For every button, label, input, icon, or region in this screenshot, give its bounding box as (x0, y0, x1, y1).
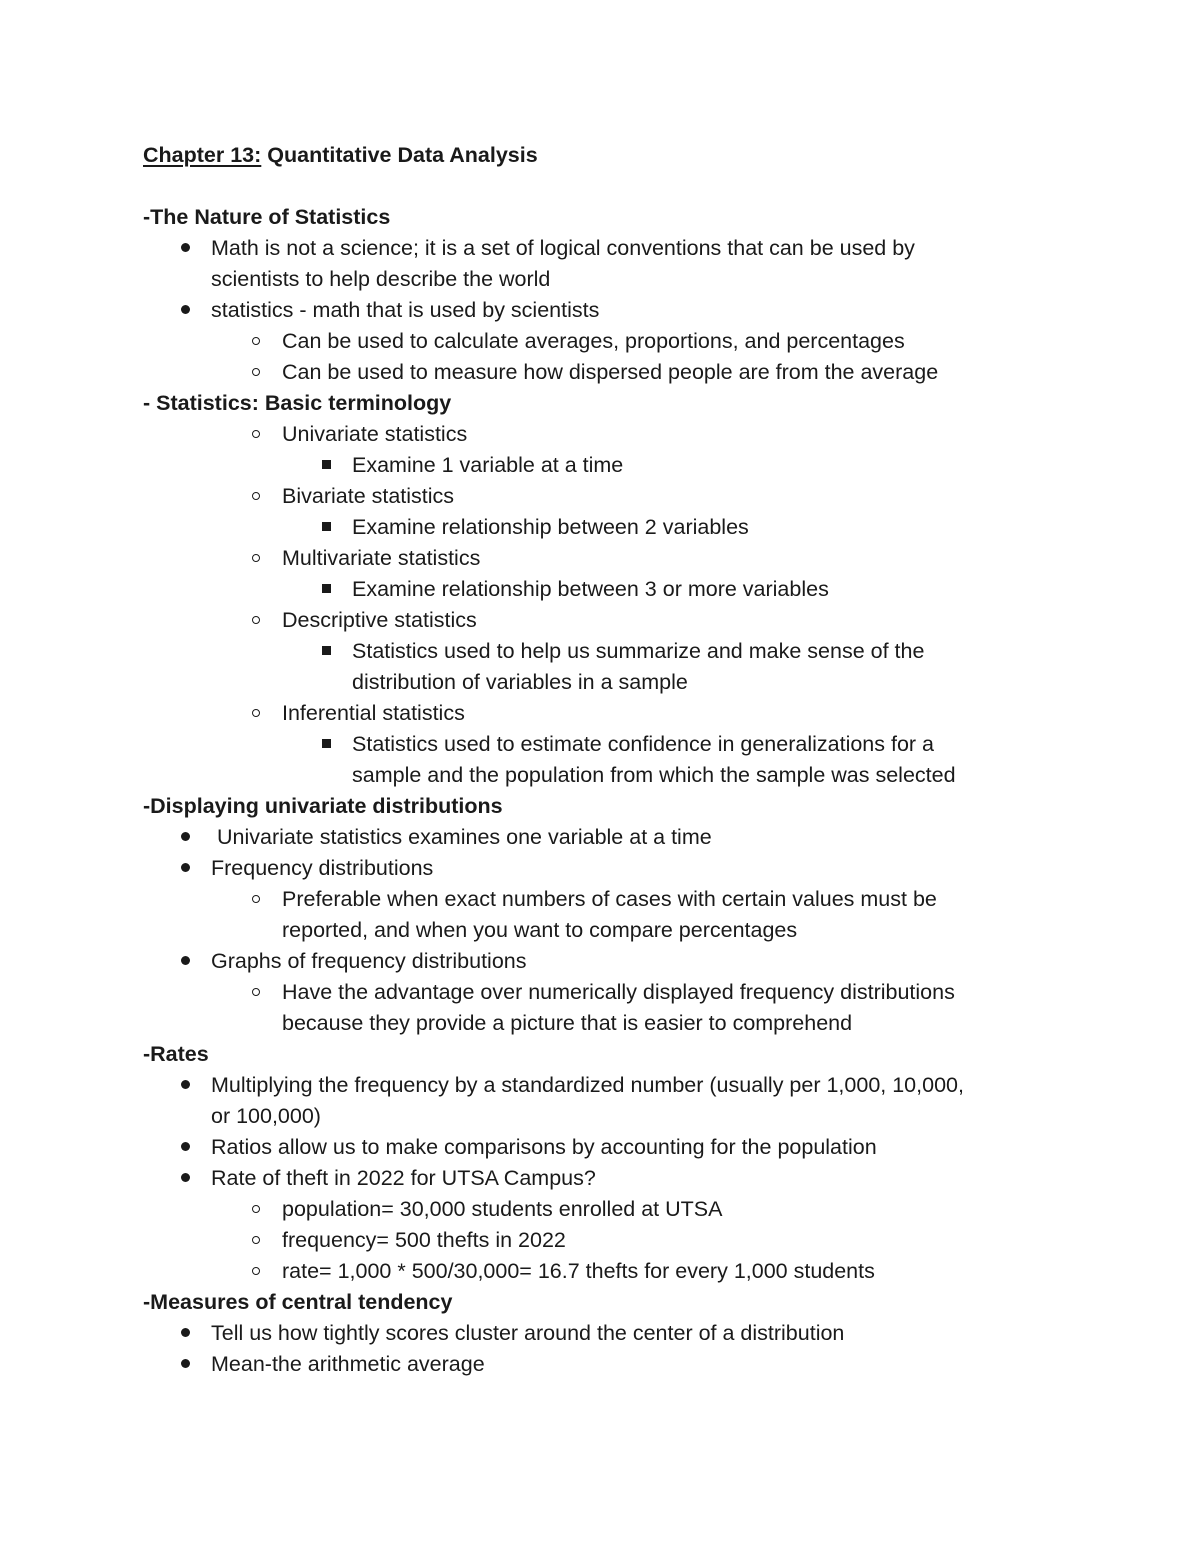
bullet-square-icon (316, 729, 336, 760)
bullet-dot-icon (175, 1318, 195, 1349)
bullet-circle-icon (246, 481, 266, 512)
bullet-dot-icon (175, 946, 195, 977)
list-item-text: distribution of variables in a sample (352, 670, 688, 694)
section-heading: -Displaying univariate distributions (143, 794, 503, 818)
bullet-dot-icon (175, 822, 195, 853)
list-item (143, 512, 1103, 543)
list-item-text: Graphs of frequency distributions (211, 949, 527, 973)
list-item-text: scientists to help describe the world (211, 267, 551, 291)
list-item (143, 667, 1103, 698)
list-item (143, 729, 1103, 760)
list-item (143, 326, 1103, 357)
section-heading: -Measures of central tendency (143, 1290, 453, 1314)
list-item-text: Statistics used to help us summarize and make sense of the (352, 639, 925, 663)
list-item (143, 419, 1103, 450)
list-item-text: Examine relationship between 2 variables (352, 515, 749, 539)
bullet-circle-icon (246, 1256, 266, 1287)
list-item (143, 481, 1103, 512)
list-item-text: Examine 1 variable at a time (352, 453, 624, 477)
list-item-text: Descriptive statistics (282, 608, 477, 632)
bullet-circle-icon (246, 1194, 266, 1225)
list-item (143, 1008, 1103, 1039)
list-item-text: Bivariate statistics (282, 484, 455, 508)
bullet-dot-icon (175, 1070, 195, 1101)
list-item (143, 1101, 1103, 1132)
chapter-title: Quantitative Data Analysis (261, 143, 538, 167)
list-item-text: reported, and when you want to compare percentages (282, 918, 798, 942)
bullet-dot-icon (175, 1132, 195, 1163)
list-item-text: Have the advantage over numerically displayed frequency distributions (282, 980, 955, 1004)
list-item-text: rate= 1,000 * 500/30,000= 16.7 thefts for every 1,000 students (282, 1259, 875, 1283)
list-item (143, 1163, 1103, 1194)
list-item-text: Statistics used to estimate confidence in generalizations for a (352, 732, 935, 756)
bullet-circle-icon (246, 884, 266, 915)
bullet-square-icon (316, 450, 336, 481)
list-item (143, 760, 1103, 791)
list-item-text: Preferable when exact numbers of cases with certain values must be (282, 887, 937, 911)
list-item-text: or 100,000) (211, 1104, 321, 1128)
list-item (143, 450, 1103, 481)
list-item (143, 233, 1103, 264)
bullet-circle-icon (246, 419, 266, 450)
list-item (143, 1132, 1103, 1163)
bullet-dot-icon (175, 1163, 195, 1194)
bullet-circle-icon (246, 605, 266, 636)
list-item-text: Inferential statistics (282, 701, 465, 725)
list-item-text: Examine relationship between 3 or more variables (352, 577, 829, 601)
bullet-dot-icon (175, 1349, 195, 1380)
bullet-dot-icon (175, 295, 195, 326)
bullet-circle-icon (246, 357, 266, 388)
list-item-text: Multivariate statistics (282, 546, 481, 570)
list-item (143, 357, 1103, 388)
page-title (143, 140, 1103, 171)
list-item (143, 977, 1103, 1008)
section-heading: -Rates (143, 1042, 209, 1066)
bullet-square-icon (316, 512, 336, 543)
list-item-text: Mean-the arithmetic average (211, 1352, 485, 1376)
bullet-circle-icon (246, 698, 266, 729)
bullet-circle-icon (246, 543, 266, 574)
list-item-text: Rate of theft in 2022 for UTSA Campus? (211, 1166, 596, 1190)
chapter-number: Chapter 13: (143, 143, 262, 167)
list-item (143, 884, 1103, 915)
list-item-text: Tell us how tightly scores cluster around the center of a distribution (211, 1321, 845, 1345)
list-item-text: Multiplying the frequency by a standardized number (usually per 1,000, 10,000, (211, 1073, 964, 1097)
section-heading: - Statistics: Basic terminology (143, 391, 452, 415)
list-item (143, 915, 1103, 946)
list-item-text: Ratios allow us to make comparisons by accounting for the population (211, 1135, 877, 1159)
list-item (143, 1070, 1103, 1101)
bullet-circle-icon (246, 1225, 266, 1256)
list-item (143, 1318, 1103, 1349)
list-item-text: frequency= 500 thefts in 2022 (282, 1228, 566, 1252)
bullet-square-icon (316, 636, 336, 667)
list-item (143, 853, 1103, 884)
list-item (143, 574, 1103, 605)
list-item-text: Can be used to measure how dispersed people are from the average (282, 360, 939, 384)
list-item (143, 264, 1103, 295)
list-item-text: Univariate statistics (282, 422, 468, 446)
document-body (143, 140, 1103, 1380)
list-item (143, 1256, 1103, 1287)
list-item (143, 822, 1103, 853)
bullet-dot-icon (175, 853, 195, 884)
list-item-text: Frequency distributions (211, 856, 434, 880)
list-item-text: because they provide a picture that is easier to comprehend (282, 1011, 853, 1035)
list-item (143, 295, 1103, 326)
section-heading: -The Nature of Statistics (143, 205, 391, 229)
list-item (143, 1349, 1103, 1380)
list-item (143, 946, 1103, 977)
list-item (143, 1225, 1103, 1256)
list-item (143, 698, 1103, 729)
list-item-text: Univariate statistics examines one variable at a time (211, 825, 712, 849)
bullet-circle-icon (246, 326, 266, 357)
sections-container (143, 202, 1103, 1380)
list-item-text: sample and the population from which the sample was selected (352, 763, 956, 787)
list-item (143, 605, 1103, 636)
bullet-dot-icon (175, 233, 195, 264)
list-item (143, 636, 1103, 667)
bullet-circle-icon (246, 977, 266, 1008)
list-item (143, 543, 1103, 574)
list-item-text: statistics - math that is used by scientists (211, 298, 600, 322)
bullet-square-icon (316, 574, 336, 605)
list-item-text: population= 30,000 students enrolled at UTSA (282, 1197, 723, 1221)
list-item-text: Math is not a science; it is a set of logical conventions that can be used by (211, 236, 915, 260)
list-item-text: Can be used to calculate averages, proportions, and percentages (282, 329, 905, 353)
list-item (143, 1194, 1103, 1225)
